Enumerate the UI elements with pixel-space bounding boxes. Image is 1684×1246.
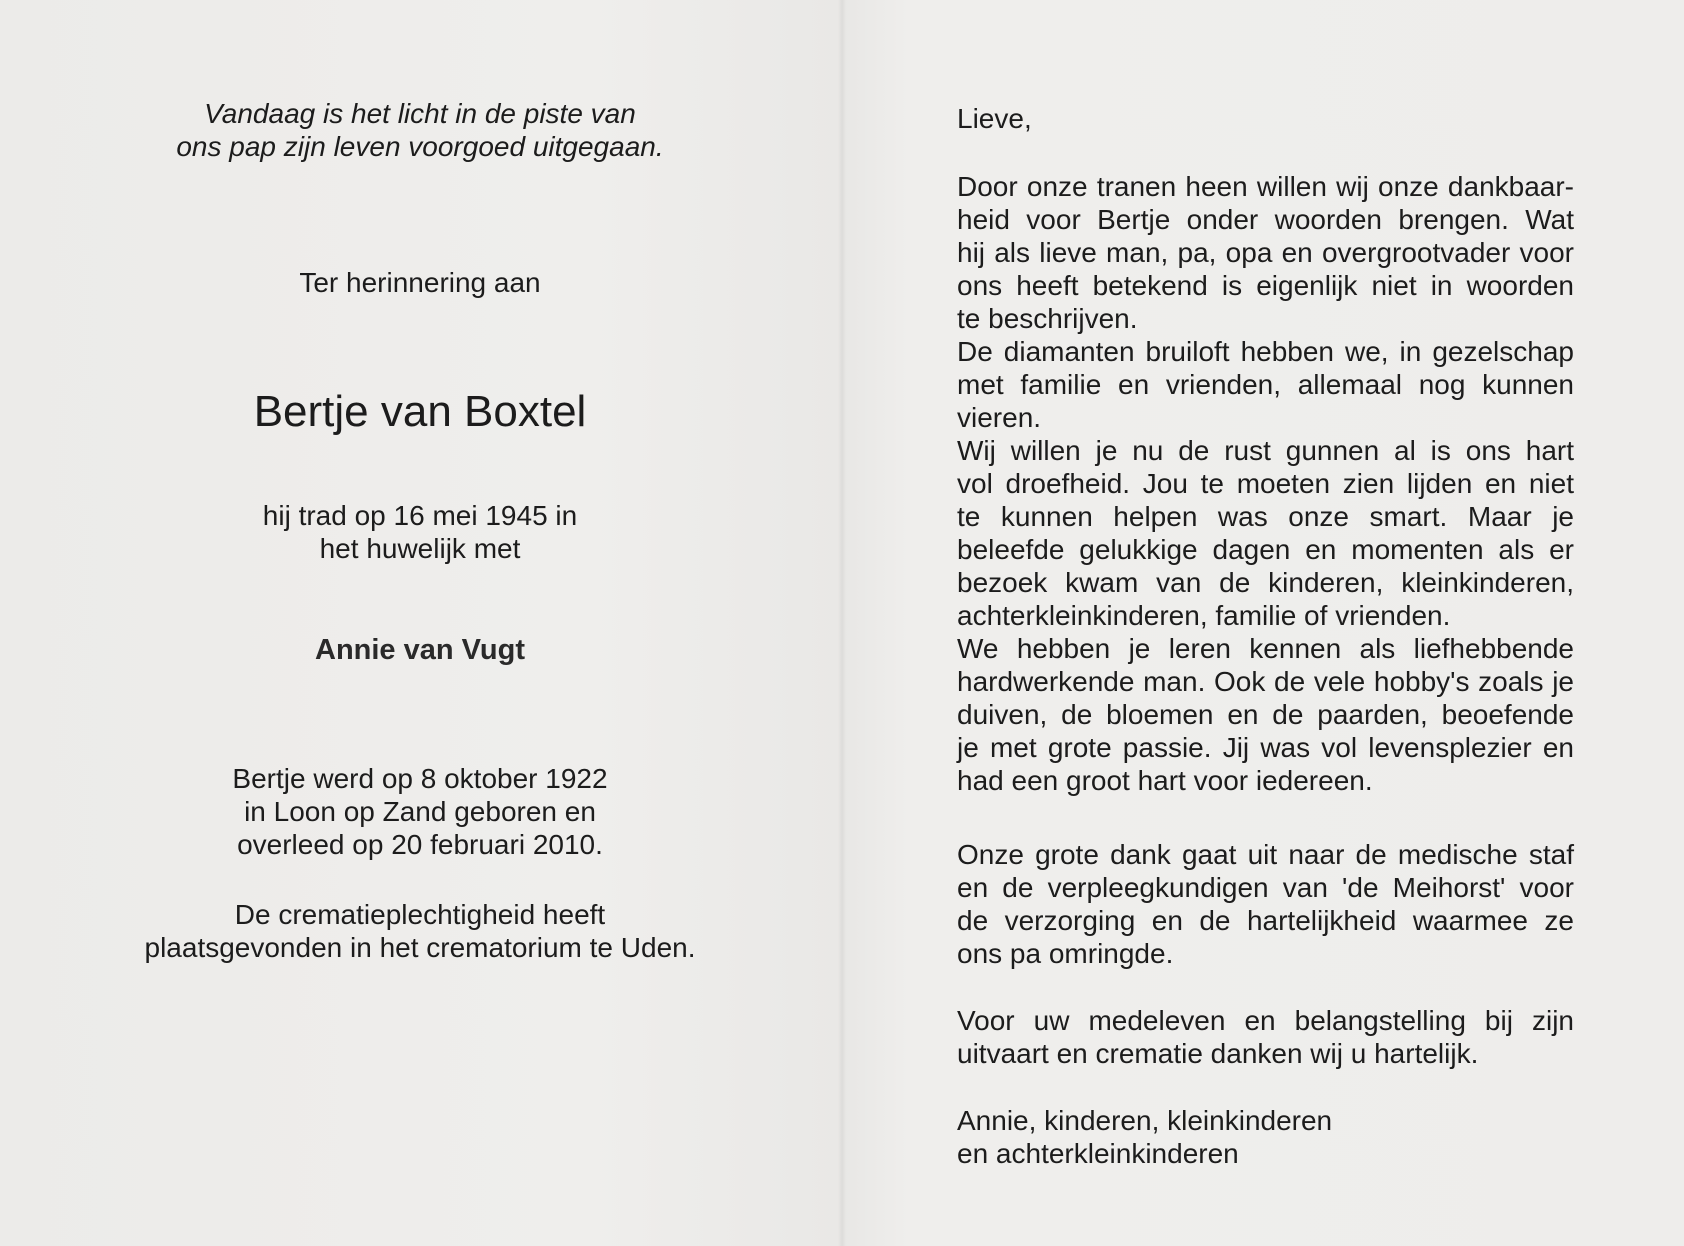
letter-line: Onze grote dank gaat uit naar de medische staf	[957, 839, 1574, 870]
birth-line: Bertje werd op 8 oktober 1922	[232, 763, 608, 794]
letter-paragraph-main	[957, 170, 1574, 797]
birth-line: in Loon op Zand geboren en	[244, 796, 596, 827]
letter-line: heid voor Bertje onder woorden brengen. Wat	[957, 204, 1574, 235]
letter-line: te beschrijven.	[957, 303, 1138, 334]
letter-line: je met grote passie. Jij was vol levensplezier en	[957, 732, 1574, 763]
letter-line: bezoek kwam van de kinderen, kleinkinderen,	[957, 567, 1574, 598]
spouse-name: Annie van Vugt	[315, 634, 525, 666]
marriage-text	[80, 499, 760, 565]
letter-line: beleefde gelukkige dagen en momenten als er	[957, 534, 1574, 565]
letter-line: Wij willen je nu de rust gunnen al is ons hart	[957, 435, 1574, 466]
deceased-name: Bertje van Boxtel	[253, 387, 587, 436]
letter-salutation: Lieve,	[957, 103, 1032, 134]
cremation-text	[80, 898, 760, 964]
card-fold	[838, 0, 846, 1246]
letter-line: en de verpleegkundigen van 'de Meihorst' voor	[957, 872, 1574, 903]
letter-line: Voor uw medeleven en belangstelling bij zijn	[957, 1005, 1574, 1036]
remembrance-intro: Ter herinnering aan	[299, 267, 541, 298]
birth-death-text	[80, 762, 760, 861]
marriage-line: hij trad op 16 mei 1945 in	[262, 500, 578, 531]
quote-line: Vandaag is het licht in de piste van	[204, 98, 636, 129]
letter-line: Door onze tranen heen willen wij onze dankbaar-	[957, 171, 1574, 202]
letter-line: ons heeft betekend is eigenlijk niet in woorden	[957, 270, 1574, 301]
signature-line: Annie, kinderen, kleinkinderen	[957, 1105, 1333, 1136]
letter-line: achterkleinkinderen, familie of vrienden.	[957, 600, 1451, 631]
letter-line: De diamanten bruiloft hebben we, in gezelschap	[957, 336, 1574, 367]
letter-line: de verzorging en de hartelijkheid waarmee ze	[957, 905, 1574, 936]
letter-line: met familie en vrienden, allemaal nog kunnen	[957, 369, 1574, 400]
letter-paragraph-sympathy	[957, 1004, 1574, 1070]
cremation-line: plaatsgevonden in het crematorium te Uden.	[144, 932, 696, 963]
letter-line: te kunnen helpen was onze smart. Maar je	[957, 501, 1574, 532]
cremation-line: De crematieplechtigheid heeft	[234, 899, 606, 930]
letter-line: hardwerkende man. Ook de vele hobby's zoals je	[957, 666, 1574, 697]
signature-line: en achterkleinkinderen	[957, 1138, 1239, 1169]
letter-signature	[957, 1104, 1574, 1170]
letter-line: vieren.	[957, 402, 1042, 433]
letter-line: had een groot hart voor iedereen.	[957, 765, 1373, 796]
letter-line: duiven, de bloemen en de paarden, beoefende	[957, 699, 1574, 730]
letter-paragraph-thanks	[957, 838, 1574, 970]
marriage-line: het huwelijk met	[319, 533, 521, 564]
letter-line: vol droefheid. Jou te moeten zien lijden en niet	[957, 468, 1574, 499]
letter-line: We hebben je leren kennen als liefhebbende	[957, 633, 1574, 664]
letter-line: hij als lieve man, pa, opa en overgrootvader voor	[957, 237, 1574, 268]
birth-line: overleed op 20 februari 2010.	[237, 829, 603, 860]
letter-line: uitvaart en crematie danken wij u hartelijk.	[957, 1038, 1479, 1069]
quote-line: ons pap zijn leven voorgoed uitgegaan.	[176, 131, 664, 162]
letter-line: ons pa omringde.	[957, 938, 1174, 969]
memorial-quote	[80, 97, 760, 163]
